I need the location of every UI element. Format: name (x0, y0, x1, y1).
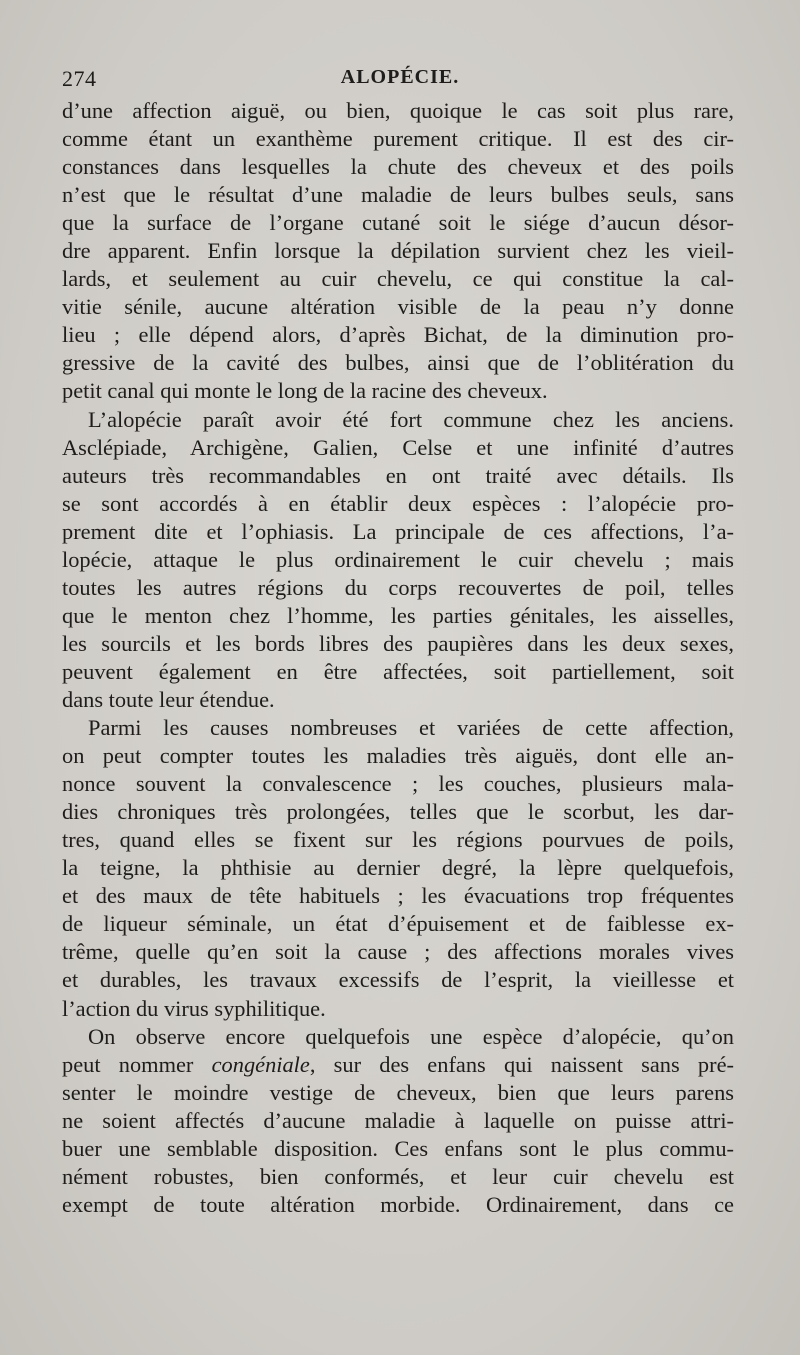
page-number: 274 (62, 66, 97, 91)
text-line: peut nommer congéniale, sur des enfans qui naissent sans pré- (62, 1051, 734, 1077)
text-line: d’une affection aiguë, ou bien, quoique le cas soit plus rare, (62, 98, 734, 123)
text-line: senter le moindre vestige de cheveux, bien que leurs parens (62, 1079, 734, 1105)
text-line: On observe encore quelquefois une espèce d’alopécie, qu’on (88, 1023, 734, 1049)
text-line: vitie sénile, aucune altération visible de la peau n’y donne (62, 294, 734, 320)
text-line: lieu ; elle dépend alors, d’après Bichat, de la diminution pro- (62, 322, 734, 348)
text-line: trême, quelle qu’en soit la cause ; des affections morales vives (62, 939, 734, 965)
text-line: tres, quand elles se fixent sur les régions pourvues de poils, (62, 827, 734, 853)
text-line: Parmi les causes nombreuses et variées de cette affection, (88, 715, 734, 741)
text-line: Asclépiade, Archigène, Galien, Celse et une infinité d’autres (62, 434, 734, 460)
text-line: gressive de la cavité des bulbes, ainsi que de l’oblitération du (62, 350, 734, 376)
text-line: constances dans lesquelles la chute des cheveux et des poils (62, 154, 734, 180)
text-line: lards, et seulement au cuir chevelu, ce qui constitue la cal- (62, 266, 734, 292)
text-line: prement dite et l’ophiasis. La principale de ces affections, l’a- (62, 518, 734, 544)
text-line: lopécie, attaque le plus ordinairement le cuir chevelu ; mais (62, 546, 734, 572)
text-line: dies chroniques très prolongées, telles que le scorbut, les dar- (62, 799, 734, 825)
text-line: nonce souvent la convalescence ; les couches, plusieurs mala- (62, 771, 734, 797)
italic-term: congéniale (211, 1051, 310, 1077)
paragraph (62, 406, 734, 715)
running-head: ALOPÉCIE. (340, 66, 460, 88)
text-line: dans toute leur étendue. (62, 686, 275, 712)
text-line: de liqueur séminale, un état d’épuisement et de faiblesse ex- (62, 911, 734, 937)
text-line: nément robustes, bien conformés, et leur cuir chevelu est (62, 1163, 734, 1189)
text-line: exempt de toute altération morbide. Ordinairement, dans ce (62, 1191, 734, 1217)
text-line: comme étant un exanthème purement critique. Il est des cir- (62, 126, 734, 152)
text-line: se sont accordés à en établir deux espèces : l’alopécie pro- (62, 490, 734, 516)
paragraph (62, 1023, 734, 1219)
text-line: que la surface de l’organe cutané soit le siége d’aucun désor- (62, 210, 734, 236)
text-line: L’alopécie paraît avoir été fort commune chez les anciens. (88, 406, 734, 432)
paragraph (62, 714, 734, 1023)
text-line: ne soient affectés d’aucune maladie à laquelle on puisse attri- (62, 1107, 734, 1133)
text-line: on peut compter toutes les maladies très aiguës, dont elle an- (62, 743, 734, 769)
text-line: l’action du virus syphilitique. (62, 995, 326, 1021)
text-line: peuvent également en être affectées, soit partiellement, soit (62, 658, 734, 684)
text-line: que le menton chez l’homme, les parties génitales, les aisselles, (62, 602, 734, 628)
text-line: et des maux de tête habituels ; les évacuations trop fréquentes (62, 883, 734, 909)
page-header (62, 66, 738, 96)
paragraph (62, 97, 734, 406)
text-line: dre apparent. Enfin lorsque la dépilation survient chez les vieil- (62, 238, 734, 264)
text-line: la teigne, la phthisie au dernier degré, la lèpre quelquefois, (62, 855, 734, 881)
text-line: toutes les autres régions du corps recouvertes de poil, telles (62, 574, 734, 600)
text-line: les sourcils et les bords libres des paupières dans les deux sexes, (62, 630, 734, 656)
body-text (62, 97, 734, 1219)
text-line: buer une semblable disposition. Ces enfans sont le plus commu- (62, 1135, 734, 1161)
text-line: auteurs très recommandables en ont traité avec détails. Ils (62, 462, 734, 488)
text-line: petit canal qui monte le long de la racine des cheveux. (62, 378, 548, 404)
text-line: et durables, les travaux excessifs de l’esprit, la vieillesse et (62, 967, 734, 993)
text-line: n’est que le résultat d’une maladie de leurs bulbes seuls, sans (62, 182, 734, 208)
